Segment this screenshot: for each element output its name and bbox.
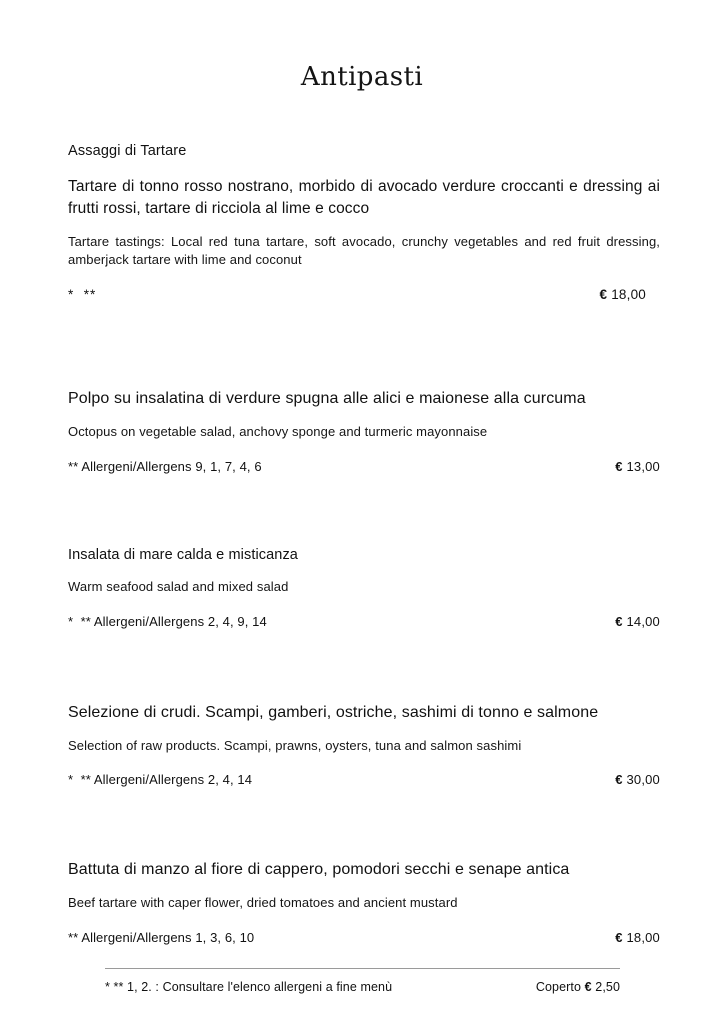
price-value: 18,00: [626, 929, 660, 945]
menu-item-footer: [68, 930, 660, 945]
allergen-note: * ** 1, 2. : Consultare l'elenco allergeni a fine menù: [105, 980, 393, 994]
euro-icon: €: [615, 614, 623, 630]
menu-item-name-english: Selection of raw products. Scampi, prawns, oysters, tuna and salmon sashimi: [68, 737, 522, 753]
allergen-markers: * **: [68, 287, 97, 303]
menu-item-footer: [68, 459, 660, 474]
menu-item-price: [615, 772, 660, 787]
menu-item-name-italian: Polpo su insalatina di verdure spugna alle alici e maionese alla curcuma: [68, 390, 586, 408]
menu-item-footer: [68, 614, 660, 629]
cover-charge-label: Coperto: [535, 980, 582, 994]
menu-item: [68, 546, 660, 629]
menu-item-name-english: Tartare tastings: Local red tuna tartare, soft avocado, crunchy vegetables and red fruit dressing, amberjack tartare with lime and coconut: [68, 233, 660, 268]
cover-charge-value: 2,50: [595, 980, 620, 994]
menu-item-price: [600, 287, 646, 302]
menu-item-name-italian: Selezione di crudi. Scampi, gamberi, ostriche, sashimi di tonno e salmone: [68, 704, 599, 722]
menu-item: [68, 702, 660, 787]
page-title: Antipasti: [300, 62, 424, 92]
allergen-markers: * ** Allergeni/Allergens 2, 4, 9, 14: [68, 614, 267, 630]
euro-icon: €: [615, 458, 623, 474]
euro-icon: €: [615, 772, 623, 788]
cover-charge: [536, 980, 620, 994]
euro-icon: €: [584, 980, 592, 994]
menu-item: [68, 388, 660, 473]
menu-item-price: [615, 930, 660, 945]
price-value: 18,00: [611, 287, 646, 303]
euro-icon: €: [615, 929, 623, 945]
allergen-markers: ** Allergeni/Allergens 9, 1, 7, 4, 6: [68, 458, 262, 474]
item-spacer: [68, 474, 660, 546]
item-spacer: [68, 787, 660, 859]
price-value: 30,00: [626, 772, 660, 788]
menu-item-name-italian: Insalata di mare calda e misticanza: [68, 546, 298, 563]
menu-item-footer: [68, 287, 660, 302]
menu-item-name-english: Beef tartare with caper flower, dried tomatoes and ancient mustard: [68, 895, 458, 911]
footer-row: [105, 980, 620, 994]
price-value: 13,00: [626, 458, 660, 474]
menu-item-name-english: Octopus on vegetable salad, anchovy sponge and turmeric mayonnaise: [68, 423, 488, 439]
footer-divider: [105, 968, 620, 969]
menu-item-name-english: Warm seafood salad and mixed salad: [68, 579, 289, 595]
menu-item: [68, 859, 660, 944]
menu-item-name-italian: Battuta di manzo al fiore di cappero, pomodori secchi e senape antica: [68, 861, 570, 879]
menu-item: [68, 142, 660, 302]
menu-item-subtitle: Assaggi di Tartare: [68, 143, 187, 159]
item-spacer: [68, 302, 660, 388]
menu-item-name-italian: Tartare di tonno rosso nostrano, morbido di avocado verdure croccanti e dressing ai frutti rossi, tartare di ricciola al lime e cocco: [68, 177, 660, 218]
price-value: 14,00: [626, 614, 660, 630]
menu-item-footer: [68, 772, 660, 787]
page-footer: [105, 968, 620, 994]
item-spacer: [68, 629, 660, 702]
euro-icon: €: [599, 287, 608, 303]
menu-item-price: [615, 459, 660, 474]
allergen-markers: ** Allergeni/Allergens 1, 3, 6, 10: [68, 929, 255, 945]
menu-item-list: [68, 142, 660, 945]
allergen-markers: * ** Allergeni/Allergens 2, 4, 14: [68, 772, 253, 788]
menu-item-price: [615, 614, 660, 629]
